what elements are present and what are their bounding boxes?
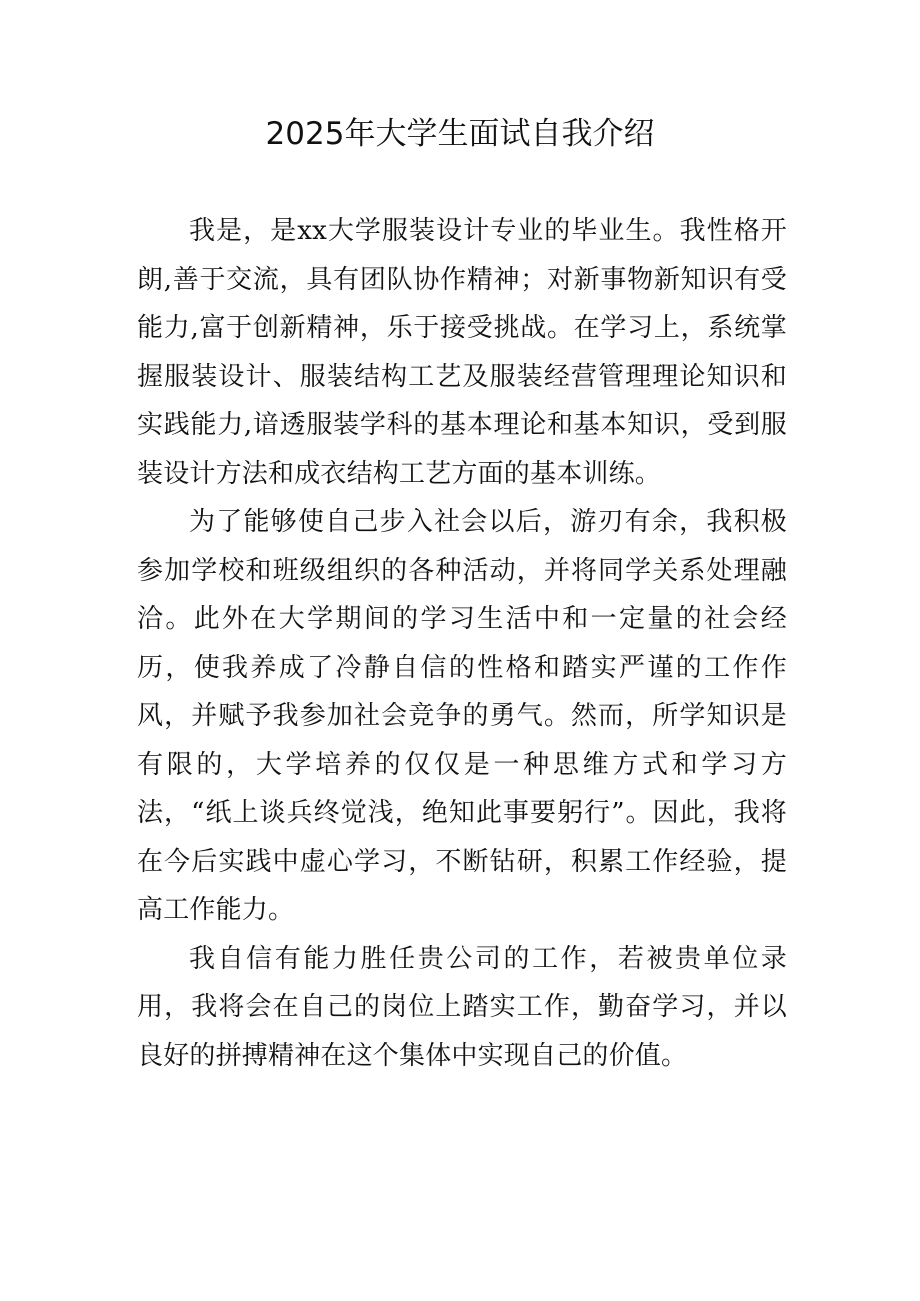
paragraph-1: 我是，是xx大学服装设计专业的毕业生。我性格开朗,善于交流，具有团队协作精神；对新事物新知识有受能力,富于创新精神，乐于接受挑战。在学习上，系统掌握服装设计、服装结构工艺及服装经营管理理论知识和实践能力,谙透服装学科的基本理论和基本知识，受到服装设计方法和成衣结构工艺方面的基本训练。 — [137, 216, 787, 489]
paragraph-3: 我自信有能力胜任贵公司的工作，若被贵单位录用，我将会在自己的岗位上踏实工作，勤奋学习，并以良好的拼搏精神在这个集体中实现自己的价值。 — [137, 943, 787, 1071]
paragraph-2: 为了能够使自己步入社会以后，游刃有余，我积极参加学校和班级组织的各种活动，并将同学关系处理融洽。此外在大学期间的学习生活中和一定量的社会经历，使我养成了冷静自信的性格和踏实严谨的工作作风，并赋予我参加社会竞争的勇气。然而，所学知识是有限的，大学培养的仅仅是一种思维方式和学习方法，“纸上谈兵终觉浅，绝知此事要躬行”。因此，我将在今后实践中虚心学习，不断钻研，积累工作经验，提高工作能力。 — [137, 507, 787, 925]
document-title: 2025年大学生面试自我介绍 — [265, 116, 655, 152]
document-body — [137, 207, 787, 1080]
